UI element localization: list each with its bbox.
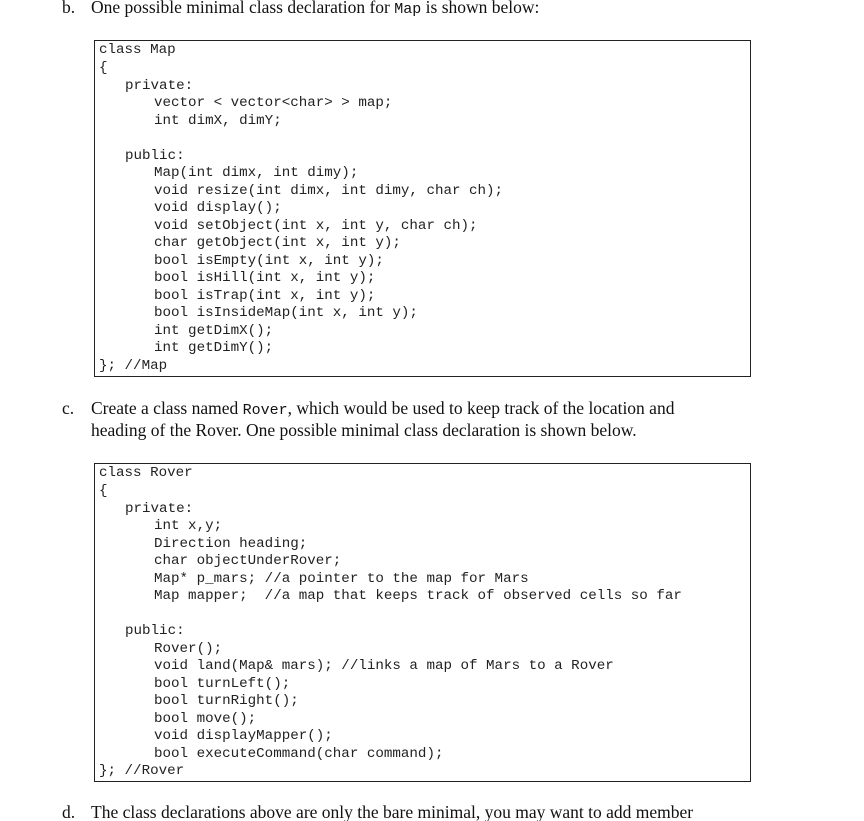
section-d-text: The class declarations above are only the bare minimal, you may want to add member bbox=[91, 802, 694, 821]
code-line: bool isHill(int x, int y); bbox=[154, 270, 376, 286]
section-c-line-1 bbox=[91, 398, 674, 420]
section-b-text bbox=[91, 0, 539, 20]
code-line: bool turnLeft(); bbox=[154, 676, 291, 692]
code-line: int getDimY(); bbox=[154, 340, 274, 356]
code-line: { bbox=[99, 483, 108, 499]
code-line: vector < vector<char> > map; bbox=[154, 95, 393, 111]
section-b-text-post: is shown below: bbox=[421, 0, 540, 17]
section-c-line-2: heading of the Rover. One possible minimal class declaration is shown below. bbox=[91, 420, 637, 440]
code-line: private: bbox=[125, 78, 194, 94]
section-c-text bbox=[91, 398, 674, 442]
code-line: int dimX, dimY; bbox=[154, 113, 282, 129]
code-line: void setObject(int x, int y, char ch); bbox=[154, 218, 478, 234]
code-line: private: bbox=[125, 501, 194, 517]
code-line: bool executeCommand(char command); bbox=[154, 746, 444, 762]
code-line: Map(int dimx, int dimy); bbox=[154, 165, 359, 181]
code-line: class Map bbox=[99, 42, 176, 58]
map-code-box bbox=[94, 40, 751, 377]
code-line: bool turnRight(); bbox=[154, 693, 299, 709]
code-line: bool move(); bbox=[154, 711, 257, 727]
code-line: int x,y; bbox=[154, 518, 223, 534]
code-line: }; //Map bbox=[99, 358, 168, 374]
section-c-line1-pre: Create a class named bbox=[91, 398, 243, 418]
section-b-text-pre: One possible minimal class declaration for bbox=[91, 0, 395, 17]
code-line: Map mapper; //a map that keeps track of observed cells so far bbox=[154, 588, 682, 604]
section-c-line1-post: , which would be used to keep track of the location and bbox=[287, 398, 675, 418]
code-line: void land(Map& mars); //links a map of Mars to a Rover bbox=[154, 658, 614, 674]
section-d-paragraph bbox=[62, 802, 822, 821]
code-line: public: bbox=[125, 623, 185, 639]
section-c-paragraph bbox=[62, 398, 822, 444]
code-line: Rover(); bbox=[154, 641, 223, 657]
section-b-letter: b. bbox=[62, 0, 76, 17]
section-d-letter: d. bbox=[62, 802, 76, 821]
code-line: Direction heading; bbox=[154, 536, 308, 552]
code-line: int getDimX(); bbox=[154, 323, 274, 339]
code-line: public: bbox=[125, 148, 185, 164]
code-line: char objectUnderRover; bbox=[154, 553, 342, 569]
code-line: bool isTrap(int x, int y); bbox=[154, 288, 376, 304]
code-line: bool isEmpty(int x, int y); bbox=[154, 253, 384, 269]
code-line: { bbox=[99, 60, 108, 76]
code-line: void displayMapper(); bbox=[154, 728, 333, 744]
code-line: class Rover bbox=[99, 465, 193, 481]
rover-code-box bbox=[94, 463, 751, 782]
code-line: }; //Rover bbox=[99, 763, 185, 779]
section-c-letter: c. bbox=[62, 398, 75, 418]
code-line: void display(); bbox=[154, 200, 282, 216]
section-b-inline-code: Map bbox=[394, 1, 422, 18]
code-line: char getObject(int x, int y); bbox=[154, 235, 401, 251]
code-line: bool isInsideMap(int x, int y); bbox=[154, 305, 418, 321]
code-line: Map* p_mars; //a pointer to the map for Mars bbox=[154, 571, 529, 587]
code-line: void resize(int dimx, int dimy, char ch); bbox=[154, 183, 504, 199]
section-b-paragraph bbox=[62, 0, 822, 19]
section-c-inline-code: Rover bbox=[242, 402, 288, 419]
